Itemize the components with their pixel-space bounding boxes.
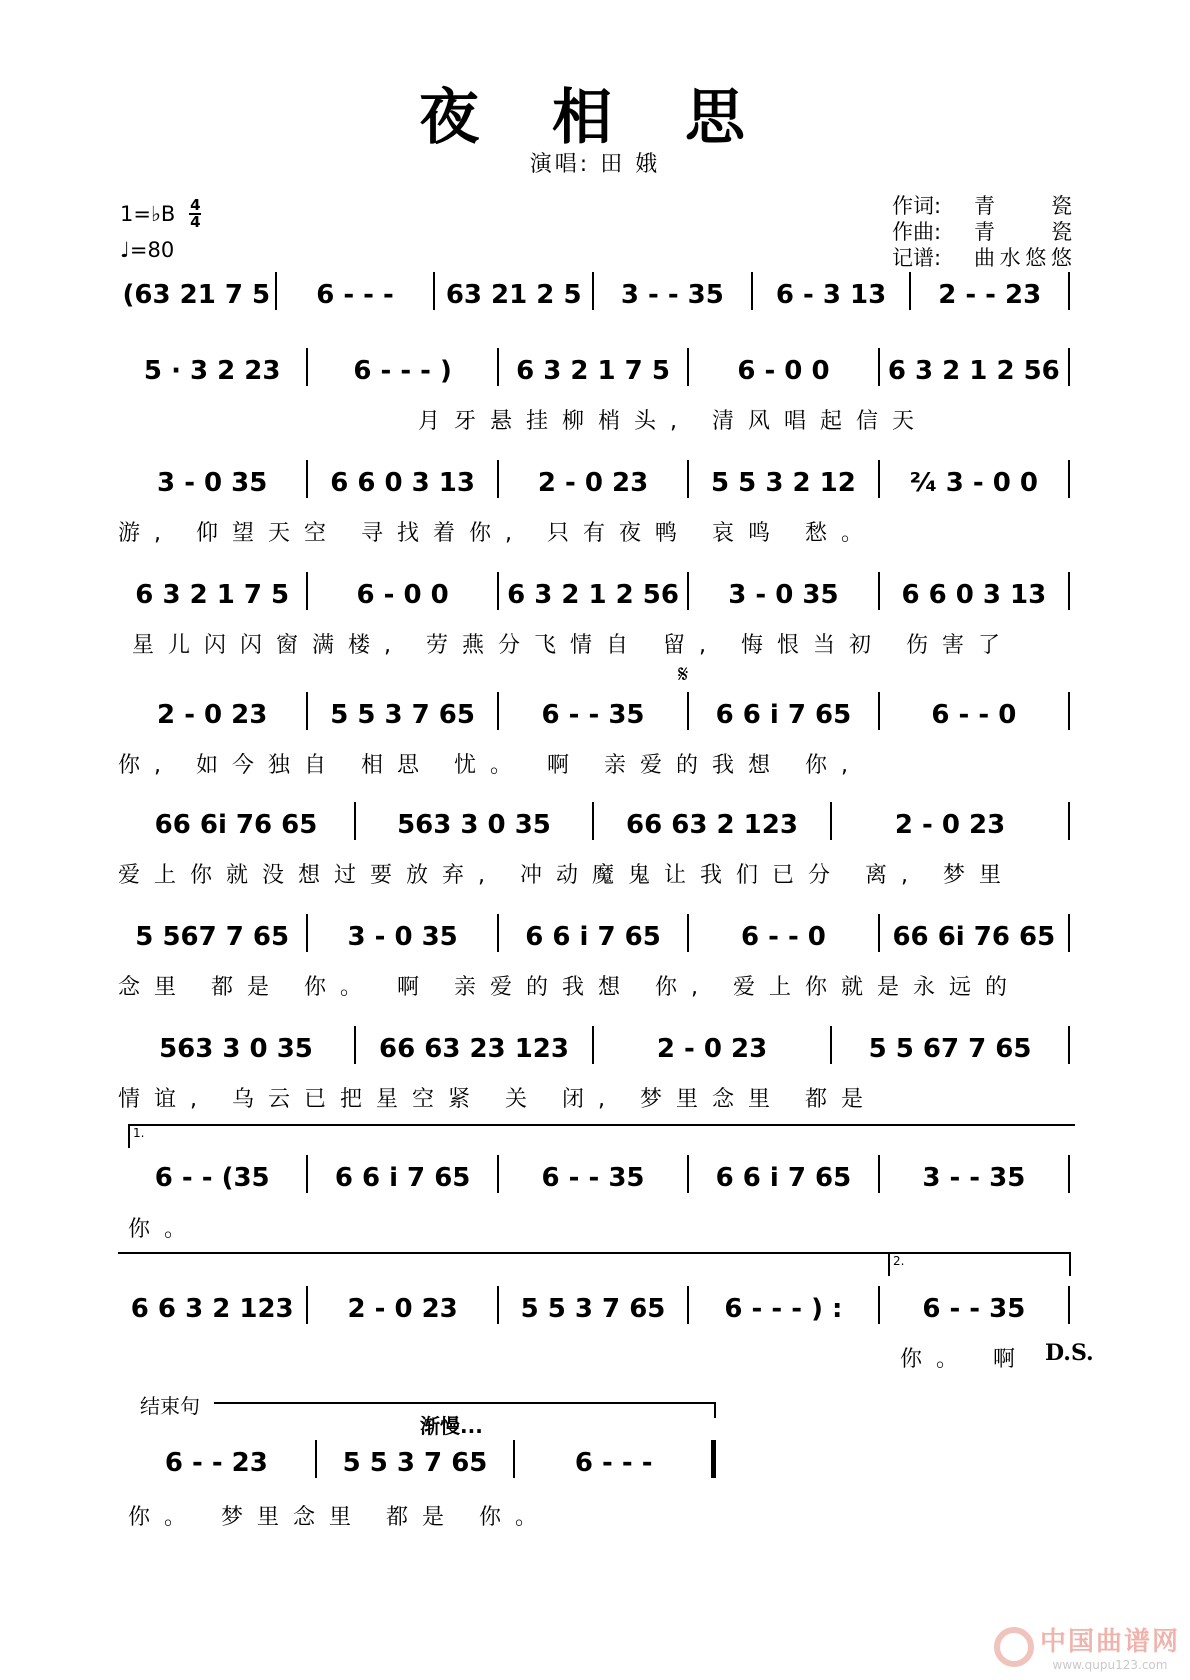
final-barline: [711, 1440, 716, 1478]
lyric-line: 你。 梦里念里 都是 你。: [128, 1505, 551, 1530]
volta-1-bracket: 1.: [128, 1124, 1075, 1148]
measure: 6 6 0 3 13: [880, 572, 1070, 610]
lyric-line: 念里 都是 你。 啊 亲爱的我想 你, 爱上你就是永远的: [118, 975, 1021, 1000]
measure: 2 - 0 23: [832, 802, 1070, 840]
measure: 3 - 0 35: [689, 572, 879, 610]
ritardando-mark: 渐慢...: [420, 1414, 483, 1438]
measure: 6 3 2 1 2 56: [499, 572, 689, 610]
lyric-line: 爱上你就没想过要放弃, 冲动魔鬼让我们已分 离, 梦里: [118, 863, 1015, 888]
watermark-url: www.qupu123.com: [1052, 1658, 1168, 1672]
score-row-1: [118, 272, 1070, 310]
measure: 563 3 0 35: [118, 1026, 356, 1064]
measure: 6 - 0 0: [308, 572, 498, 610]
dal-segno-mark: D.S.: [1045, 1340, 1094, 1366]
lyric-line: 你, 如今独自 相思 忧。 啊 亲爱的我想 你,: [118, 753, 862, 778]
site-watermark: [994, 1621, 1180, 1672]
measure: 2 - - 23: [911, 272, 1070, 310]
key-signature: [120, 198, 201, 230]
ending-label: 结束句: [140, 1394, 200, 1418]
measure: 6 - - 23: [118, 1440, 317, 1478]
key-time-block: [120, 198, 201, 262]
volta-2-bracket: 2.: [888, 1252, 1071, 1276]
measure: 6 6 0 3 13: [308, 460, 498, 498]
measure: 3 - - 35: [594, 272, 753, 310]
score-row-6: [118, 802, 1070, 840]
measure: ²⁄₄ 3 - 0 0: [880, 460, 1070, 498]
score-row-4: [118, 572, 1070, 610]
lyricist-credit: 作词: 青 瓷: [892, 194, 1072, 218]
measure: 6 3 2 1 7 5: [499, 348, 689, 386]
measure: 2 - 0 23: [594, 1026, 832, 1064]
measure: 6 - - 0: [880, 692, 1070, 730]
transcriber-credit: 记谱: 曲 水 悠 悠: [892, 246, 1072, 270]
measure: 6 - 0 0: [689, 348, 879, 386]
lyric-line: 情谊, 乌云已把星空紧 关 闭, 梦里念里 都是: [118, 1087, 877, 1112]
score-row-3: [118, 460, 1070, 498]
measure: 5 5 67 7 65: [832, 1026, 1070, 1064]
watermark-name: 中国曲谱网: [1039, 1627, 1180, 1657]
measure: 6 - - (35: [118, 1155, 308, 1193]
segno-sign: 𝄋: [678, 660, 689, 688]
composer-credit: 作曲: 青 瓷: [892, 220, 1072, 244]
measure: 6 6 i 7 65: [308, 1155, 498, 1193]
measure: 2 - 0 23: [308, 1286, 498, 1324]
lyric-line: 你。 啊: [900, 1347, 1029, 1372]
measure: 5 · 3 2 23: [118, 348, 308, 386]
measure: 5 567 7 65: [118, 914, 308, 952]
score-row-8: [118, 1026, 1070, 1064]
measure: 5 5 3 2 12: [689, 460, 879, 498]
measure: 66 63 2 123: [594, 802, 832, 840]
measure: 6 - - -: [277, 272, 436, 310]
measure: 6 - - -: [515, 1440, 714, 1478]
measure: 6 3 2 1 7 5: [118, 572, 308, 610]
credits-block: [892, 193, 1072, 271]
score-row-11: [118, 1440, 714, 1478]
measure: 63 21 2 5: [435, 272, 594, 310]
score-row-5: [118, 692, 1070, 730]
measure: 2 - 0 23: [499, 460, 689, 498]
score-row-10: [118, 1286, 1070, 1324]
measure: 3 - 0 35: [118, 460, 308, 498]
key-label: 1=♭B: [120, 202, 176, 226]
lyric-line: 你。: [128, 1217, 201, 1242]
measure: 3 - 0 35: [308, 914, 498, 952]
measure: 6 6 i 7 65: [689, 1155, 879, 1193]
measure: 66 6i 76 65: [118, 802, 356, 840]
lyric-line: 星儿闪闪窗满楼, 劳燕分飞情自 留, 悔恨当初 伤害了: [132, 633, 1014, 658]
measure: 6 6 i 7 65: [689, 692, 879, 730]
measure: 6 - - 35: [499, 1155, 689, 1193]
measure: 2 - 0 23: [118, 692, 308, 730]
measure: 66 6i 76 65: [880, 914, 1070, 952]
singer-credit: 演唱: 田 娥: [529, 152, 661, 177]
measure: 6 - 3 13: [753, 272, 912, 310]
lyric-line: 游, 仰望天空 寻找着你, 只有夜鸭 哀鸣 愁。: [118, 521, 877, 546]
measure: 6 3 2 1 2 56: [880, 348, 1070, 386]
measure: 5 5 3 7 65: [308, 692, 498, 730]
song-title: 夜 相 思: [419, 83, 771, 153]
measure: 6 - - 35: [880, 1286, 1070, 1324]
lyric-line: 月牙悬挂柳梢头, 清风唱起信天: [418, 409, 928, 434]
measure: 6 6 i 7 65: [499, 914, 689, 952]
measure: 5 5 3 7 65: [317, 1440, 516, 1478]
measure: 66 63 23 123: [356, 1026, 594, 1064]
measure: 5 5 3 7 65: [499, 1286, 689, 1324]
measure: 6 - - 35: [499, 692, 689, 730]
score-row-9: [118, 1155, 1070, 1193]
time-signature: $\frac{4}{4}$: [190, 196, 201, 231]
site-logo-icon: [994, 1627, 1034, 1667]
measure: 563 3 0 35: [356, 802, 594, 840]
measure: 6 6 3 2 123: [118, 1286, 308, 1324]
score-row-7: [118, 914, 1070, 952]
tempo-mark: ♩=80: [120, 238, 175, 262]
measure: (63 21 7 5: [118, 272, 277, 310]
score-row-2: [118, 348, 1070, 386]
measure: 3 - - 35: [880, 1155, 1070, 1193]
measure: 6 - - - ): [308, 348, 498, 386]
measure: 6 - - - ) :: [689, 1286, 879, 1324]
measure: 6 - - 0: [689, 914, 879, 952]
